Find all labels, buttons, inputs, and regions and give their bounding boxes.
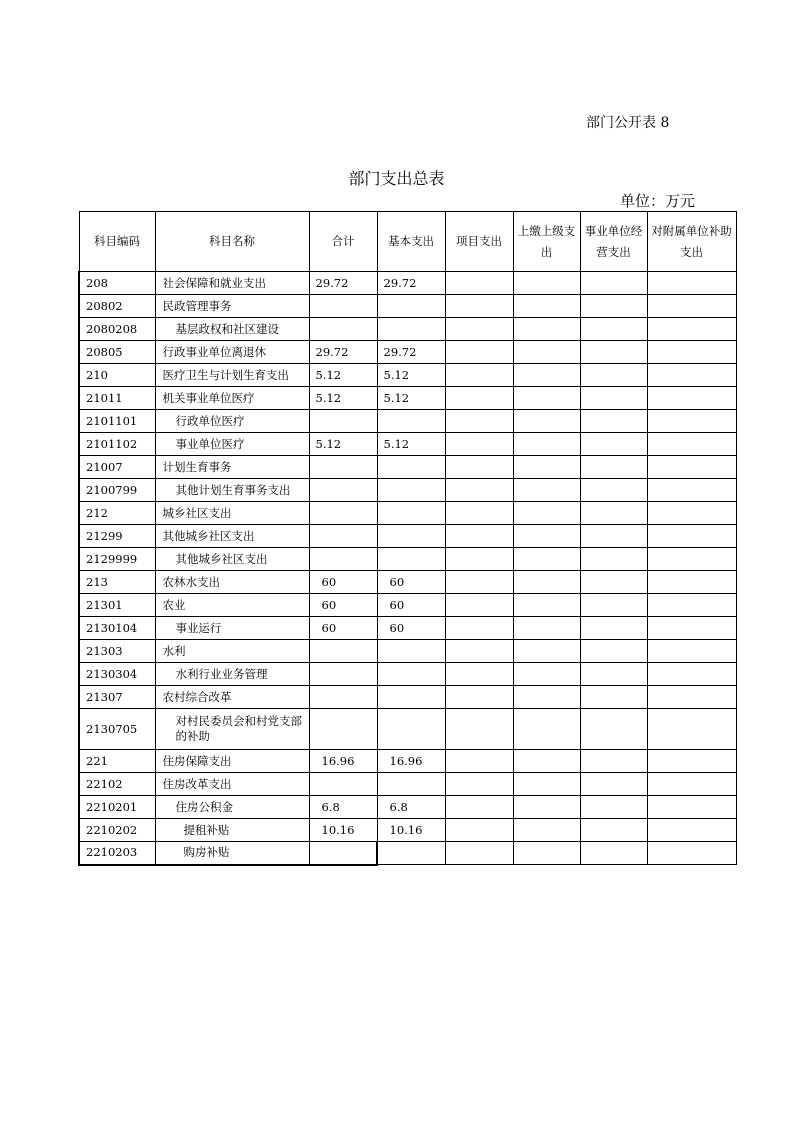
subsidiary-subsidy-cell [647, 796, 736, 819]
subject-name-cell: 水利行业业务管理 [155, 663, 309, 686]
subject-name-cell: 农林水支出 [155, 571, 309, 594]
project-expense-cell [445, 341, 513, 364]
subject-name-cell: 住房保障支出 [155, 750, 309, 773]
table-label: 部门公开表 8 [586, 115, 670, 131]
subsidiary-subsidy-cell [647, 819, 736, 842]
total-cell: 29.72 [309, 272, 377, 295]
subject-code-cell: 2080208 [79, 318, 155, 341]
remit-superior-cell [513, 433, 580, 456]
subsidiary-subsidy-cell [647, 341, 736, 364]
column-header: 事业单位经营支出 [580, 212, 647, 272]
total-cell: 60 [309, 617, 377, 640]
subject-name-cell: 提租补贴 [155, 819, 309, 842]
subject-code-cell: 21307 [79, 686, 155, 709]
table-row [79, 640, 736, 663]
business-operation-cell [580, 272, 647, 295]
basic-expense-cell: 60 [377, 617, 445, 640]
subsidiary-subsidy-cell [647, 548, 736, 571]
total-cell [309, 842, 377, 865]
subject-code-cell: 2129999 [79, 548, 155, 571]
remit-superior-cell [513, 773, 580, 796]
business-operation-cell [580, 456, 647, 479]
table-row [79, 617, 736, 640]
remit-superior-cell [513, 456, 580, 479]
subject-code-cell: 208 [79, 272, 155, 295]
subject-code-cell: 20805 [79, 341, 155, 364]
basic-expense-cell [377, 548, 445, 571]
subject-name-cell: 计划生育事务 [155, 456, 309, 479]
basic-expense-cell [377, 842, 445, 865]
project-expense-cell [445, 663, 513, 686]
subsidiary-subsidy-cell [647, 617, 736, 640]
project-expense-cell [445, 571, 513, 594]
remit-superior-cell [513, 686, 580, 709]
project-expense-cell [445, 773, 513, 796]
business-operation-cell [580, 410, 647, 433]
subject-name-cell: 机关事业单位医疗 [155, 387, 309, 410]
project-expense-cell [445, 594, 513, 617]
subject-code-cell: 213 [79, 571, 155, 594]
subsidiary-subsidy-cell [647, 686, 736, 709]
subsidiary-subsidy-cell [647, 640, 736, 663]
project-expense-cell [445, 364, 513, 387]
project-expense-cell [445, 318, 513, 341]
remit-superior-cell [513, 594, 580, 617]
subject-name-cell: 城乡社区支出 [155, 502, 309, 525]
business-operation-cell [580, 594, 647, 617]
column-header: 基本支出 [377, 212, 445, 272]
basic-expense-cell: 60 [377, 571, 445, 594]
business-operation-cell [580, 819, 647, 842]
table-row [79, 773, 736, 796]
subsidiary-subsidy-cell [647, 750, 736, 773]
subject-code-cell: 21011 [79, 387, 155, 410]
remit-superior-cell [513, 842, 580, 865]
total-cell: 5.12 [309, 364, 377, 387]
subject-name-cell: 民政管理事务 [155, 295, 309, 318]
total-cell [309, 640, 377, 663]
project-expense-cell [445, 525, 513, 548]
subsidiary-subsidy-cell [647, 272, 736, 295]
project-expense-cell [445, 272, 513, 295]
subject-name-cell: 其他计划生育事务支出 [155, 479, 309, 502]
total-cell: 5.12 [309, 387, 377, 410]
subject-code-cell: 2101102 [79, 433, 155, 456]
remit-superior-cell [513, 364, 580, 387]
subject-name-cell: 基层政权和社区建设 [155, 318, 309, 341]
subsidiary-subsidy-cell [647, 318, 736, 341]
basic-expense-cell: 5.12 [377, 433, 445, 456]
business-operation-cell [580, 773, 647, 796]
basic-expense-cell [377, 318, 445, 341]
subject-name-cell: 住房改革支出 [155, 773, 309, 796]
basic-expense-cell: 29.72 [377, 272, 445, 295]
subject-code-cell: 2210201 [79, 796, 155, 819]
business-operation-cell [580, 663, 647, 686]
basic-expense-cell: 5.12 [377, 364, 445, 387]
table-row [79, 364, 736, 387]
remit-superior-cell [513, 341, 580, 364]
business-operation-cell [580, 295, 647, 318]
total-cell [309, 502, 377, 525]
total-cell: 60 [309, 594, 377, 617]
business-operation-cell [580, 525, 647, 548]
subject-name-cell: 社会保障和就业支出 [155, 272, 309, 295]
table-row [79, 272, 736, 295]
subject-code-cell: 221 [79, 750, 155, 773]
subsidiary-subsidy-cell [647, 410, 736, 433]
remit-superior-cell [513, 640, 580, 663]
remit-superior-cell [513, 272, 580, 295]
subsidiary-subsidy-cell [647, 479, 736, 502]
subject-code-cell: 2130304 [79, 663, 155, 686]
expenditure-table [78, 211, 737, 866]
basic-expense-cell: 29.72 [377, 341, 445, 364]
subsidiary-subsidy-cell [647, 456, 736, 479]
subject-code-cell: 2210203 [79, 842, 155, 865]
subject-code-cell: 2101101 [79, 410, 155, 433]
column-header: 对附属单位补助支出 [647, 212, 736, 272]
basic-expense-cell: 60 [377, 594, 445, 617]
total-cell: 16.96 [309, 750, 377, 773]
subject-name-cell: 其他城乡社区支出 [155, 548, 309, 571]
subject-code-cell: 21301 [79, 594, 155, 617]
subsidiary-subsidy-cell [647, 295, 736, 318]
project-expense-cell [445, 640, 513, 663]
table-row [79, 318, 736, 341]
business-operation-cell [580, 318, 647, 341]
total-cell [309, 773, 377, 796]
table-row [79, 709, 736, 750]
table-row [79, 686, 736, 709]
table-row [79, 571, 736, 594]
remit-superior-cell [513, 318, 580, 341]
table-header-row [79, 212, 736, 272]
subject-code-cell: 21299 [79, 525, 155, 548]
table-row [79, 525, 736, 548]
project-expense-cell [445, 819, 513, 842]
column-header: 合计 [309, 212, 377, 272]
remit-superior-cell [513, 548, 580, 571]
business-operation-cell [580, 479, 647, 502]
subsidiary-subsidy-cell [647, 663, 736, 686]
table-row [79, 433, 736, 456]
subsidiary-subsidy-cell [647, 842, 736, 865]
subject-code-cell: 20802 [79, 295, 155, 318]
remit-superior-cell [513, 295, 580, 318]
subject-name-cell: 行政事业单位离退休 [155, 341, 309, 364]
basic-expense-cell [377, 663, 445, 686]
table-row [79, 502, 736, 525]
basic-expense-cell: 16.96 [377, 750, 445, 773]
subject-name-cell: 其他城乡社区支出 [155, 525, 309, 548]
subject-code-cell: 21303 [79, 640, 155, 663]
table-body [79, 272, 736, 865]
unit-label: 单位：万元 [620, 192, 696, 210]
subsidiary-subsidy-cell [647, 594, 736, 617]
business-operation-cell [580, 617, 647, 640]
project-expense-cell [445, 387, 513, 410]
subsidiary-subsidy-cell [647, 364, 736, 387]
table-row [79, 456, 736, 479]
total-cell: 29.72 [309, 341, 377, 364]
remit-superior-cell [513, 750, 580, 773]
subject-name-cell: 购房补贴 [155, 842, 309, 865]
basic-expense-cell: 6.8 [377, 796, 445, 819]
column-header: 科目名称 [155, 212, 309, 272]
subject-name-cell: 事业运行 [155, 617, 309, 640]
project-expense-cell [445, 433, 513, 456]
business-operation-cell [580, 750, 647, 773]
business-operation-cell [580, 796, 647, 819]
basic-expense-cell: 10.16 [377, 819, 445, 842]
business-operation-cell [580, 502, 647, 525]
remit-superior-cell [513, 796, 580, 819]
basic-expense-cell [377, 479, 445, 502]
total-cell [309, 686, 377, 709]
remit-superior-cell [513, 571, 580, 594]
subject-code-cell: 22102 [79, 773, 155, 796]
subject-name-cell: 对村民委员会和村党支部的补助 [155, 709, 309, 750]
column-header: 上缴上级支出 [513, 212, 580, 272]
remit-superior-cell [513, 617, 580, 640]
subject-code-cell: 21007 [79, 456, 155, 479]
subsidiary-subsidy-cell [647, 502, 736, 525]
business-operation-cell [580, 842, 647, 865]
subsidiary-subsidy-cell [647, 433, 736, 456]
business-operation-cell [580, 709, 647, 750]
table-row [79, 295, 736, 318]
table-row [79, 341, 736, 364]
total-cell [309, 479, 377, 502]
basic-expense-cell: 5.12 [377, 387, 445, 410]
project-expense-cell [445, 709, 513, 750]
business-operation-cell [580, 686, 647, 709]
total-cell [309, 410, 377, 433]
basic-expense-cell [377, 640, 445, 663]
total-cell [309, 663, 377, 686]
project-expense-cell [445, 502, 513, 525]
remit-superior-cell [513, 663, 580, 686]
table-row [79, 594, 736, 617]
total-cell: 5.12 [309, 433, 377, 456]
remit-superior-cell [513, 502, 580, 525]
remit-superior-cell [513, 709, 580, 750]
subject-code-cell: 2130705 [79, 709, 155, 750]
subsidiary-subsidy-cell [647, 525, 736, 548]
business-operation-cell [580, 571, 647, 594]
subject-code-cell: 2130104 [79, 617, 155, 640]
subject-name-cell: 行政单位医疗 [155, 410, 309, 433]
table-row [79, 750, 736, 773]
project-expense-cell [445, 295, 513, 318]
subject-name-cell: 水利 [155, 640, 309, 663]
column-header: 科目编码 [79, 212, 155, 272]
total-cell [309, 525, 377, 548]
table-row [79, 410, 736, 433]
remit-superior-cell [513, 387, 580, 410]
total-cell [309, 318, 377, 341]
subject-code-cell: 210 [79, 364, 155, 387]
total-cell: 10.16 [309, 819, 377, 842]
page-title: 部门支出总表 [348, 169, 445, 188]
subsidiary-subsidy-cell [647, 571, 736, 594]
project-expense-cell [445, 617, 513, 640]
project-expense-cell [445, 796, 513, 819]
basic-expense-cell [377, 410, 445, 433]
project-expense-cell [445, 410, 513, 433]
business-operation-cell [580, 433, 647, 456]
subsidiary-subsidy-cell [647, 709, 736, 750]
project-expense-cell [445, 686, 513, 709]
project-expense-cell [445, 456, 513, 479]
total-cell [309, 548, 377, 571]
subject-name-cell: 农村综合改革 [155, 686, 309, 709]
table-row [79, 548, 736, 571]
total-cell: 60 [309, 571, 377, 594]
total-cell [309, 709, 377, 750]
basic-expense-cell [377, 295, 445, 318]
table-row [79, 387, 736, 410]
total-cell [309, 456, 377, 479]
project-expense-cell [445, 548, 513, 571]
basic-expense-cell [377, 525, 445, 548]
total-cell: 6.8 [309, 796, 377, 819]
subject-name-cell: 事业单位医疗 [155, 433, 309, 456]
basic-expense-cell [377, 773, 445, 796]
total-cell [309, 295, 377, 318]
project-expense-cell [445, 479, 513, 502]
column-header: 项目支出 [445, 212, 513, 272]
remit-superior-cell [513, 479, 580, 502]
table-row [79, 663, 736, 686]
project-expense-cell [445, 842, 513, 865]
basic-expense-cell [377, 709, 445, 750]
subject-code-cell: 2210202 [79, 819, 155, 842]
subject-code-cell: 2100799 [79, 479, 155, 502]
subject-name-cell: 农业 [155, 594, 309, 617]
remit-superior-cell [513, 525, 580, 548]
table-row [79, 819, 736, 842]
basic-expense-cell [377, 686, 445, 709]
business-operation-cell [580, 341, 647, 364]
subject-name-cell: 住房公积金 [155, 796, 309, 819]
subject-code-cell: 212 [79, 502, 155, 525]
business-operation-cell [580, 387, 647, 410]
remit-superior-cell [513, 410, 580, 433]
basic-expense-cell [377, 456, 445, 479]
business-operation-cell [580, 548, 647, 571]
subject-name-cell: 医疗卫生与计划生育支出 [155, 364, 309, 387]
project-expense-cell [445, 750, 513, 773]
table-row [79, 796, 736, 819]
business-operation-cell [580, 364, 647, 387]
table-row [79, 842, 736, 865]
subsidiary-subsidy-cell [647, 387, 736, 410]
remit-superior-cell [513, 819, 580, 842]
business-operation-cell [580, 640, 647, 663]
basic-expense-cell [377, 502, 445, 525]
table-row [79, 479, 736, 502]
subsidiary-subsidy-cell [647, 773, 736, 796]
